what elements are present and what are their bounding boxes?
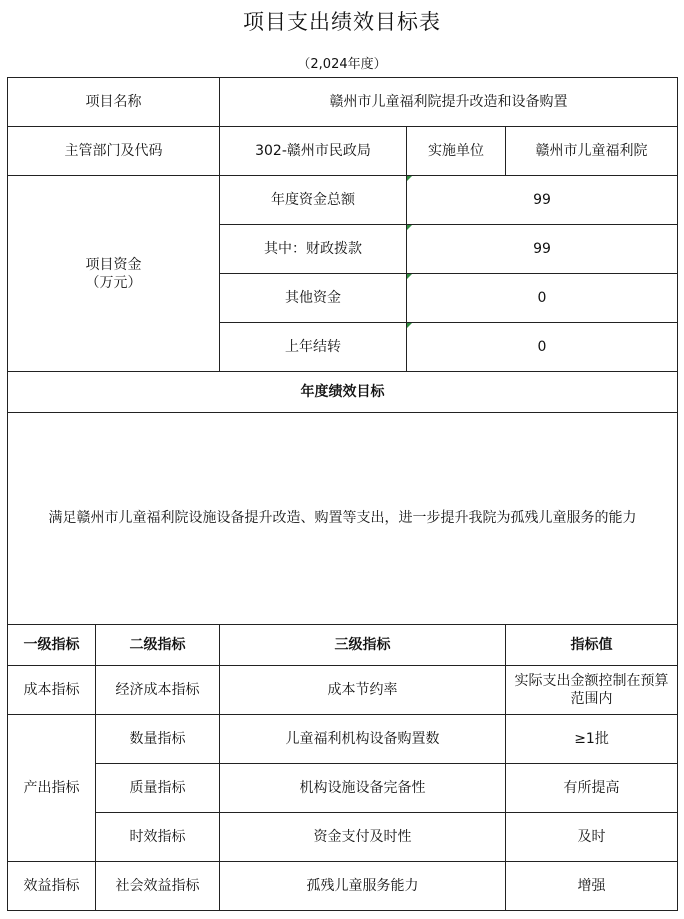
page-title: 项目支出绩效目标表 — [243, 10, 441, 34]
fiscal-year: （2,024年度） — [297, 57, 387, 72]
funds-total-value: 99 — [407, 176, 678, 225]
indicator-value: 有所提高 — [506, 764, 678, 813]
header-value: 指标值 — [506, 625, 678, 666]
level3-cell: 机构设施设备完备性 — [220, 764, 506, 813]
annual-goal-heading: 年度绩效目标 — [8, 372, 678, 413]
indicator-value: ≥1批 — [506, 715, 678, 764]
level3-cell: 儿童福利机构设备购置数 — [220, 715, 506, 764]
funds-fiscal-label: 其中：财政拨款 — [220, 225, 407, 274]
header-level1: 一级指标 — [8, 625, 96, 666]
funds-fiscal-value: 99 — [407, 225, 678, 274]
table-row — [8, 715, 678, 764]
performance-target-table — [7, 77, 678, 911]
funds-other-label: 其他资金 — [220, 274, 407, 323]
implementing-unit-value: 赣州市儿童福利院 — [506, 127, 678, 176]
indicator-header-row — [8, 625, 678, 666]
level2-cell: 经济成本指标 — [96, 666, 220, 715]
department-label: 主管部门及代码 — [8, 127, 220, 176]
level3-cell: 孤残儿童服务能力 — [220, 862, 506, 911]
department-value: 302-赣州市民政局 — [220, 127, 407, 176]
indicator-value: 及时 — [506, 813, 678, 862]
level2-cell: 质量指标 — [96, 764, 220, 813]
header-level2: 二级指标 — [96, 625, 220, 666]
level2-cell: 数量指标 — [96, 715, 220, 764]
indicator-value: 增强 — [506, 862, 678, 911]
level3-cell: 资金支付及时性 — [220, 813, 506, 862]
funds-label-line2: （万元） — [85, 274, 142, 291]
project-name-value: 赣州市儿童福利院提升改造和设备购置 — [220, 78, 678, 127]
header-level3: 三级指标 — [220, 625, 506, 666]
annual-goal-text: 满足赣州市儿童福利院设施设备提升改造、购置等支出，进一步提升我院为孤残儿童服务的能力 — [8, 413, 678, 625]
table-row — [8, 78, 678, 127]
funds-carryover-label: 上年结转 — [220, 323, 407, 372]
table-row — [8, 813, 678, 862]
level1-output: 产出指标 — [8, 715, 96, 862]
funds-carryover-value: 0 — [407, 323, 678, 372]
table-row — [8, 764, 678, 813]
indicator-value: 实际支出金额控制在预算范围内 — [506, 666, 678, 715]
table-row — [8, 372, 678, 413]
funds-other-value: 0 — [407, 274, 678, 323]
level1-cost: 成本指标 — [8, 666, 96, 715]
table-row — [8, 862, 678, 911]
level3-cell: 成本节约率 — [220, 666, 506, 715]
table-row — [8, 176, 678, 225]
table-row — [8, 413, 678, 625]
table-row — [8, 666, 678, 715]
project-name-label: 项目名称 — [8, 78, 220, 127]
level2-cell: 时效指标 — [96, 813, 220, 862]
project-funds-label — [8, 176, 220, 372]
implementing-unit-label: 实施单位 — [407, 127, 506, 176]
table-row — [8, 127, 678, 176]
level1-benefit: 效益指标 — [8, 862, 96, 911]
funds-total-label: 年度资金总额 — [220, 176, 407, 225]
level2-cell: 社会效益指标 — [96, 862, 220, 911]
funds-label-line1: 项目资金 — [85, 256, 142, 273]
